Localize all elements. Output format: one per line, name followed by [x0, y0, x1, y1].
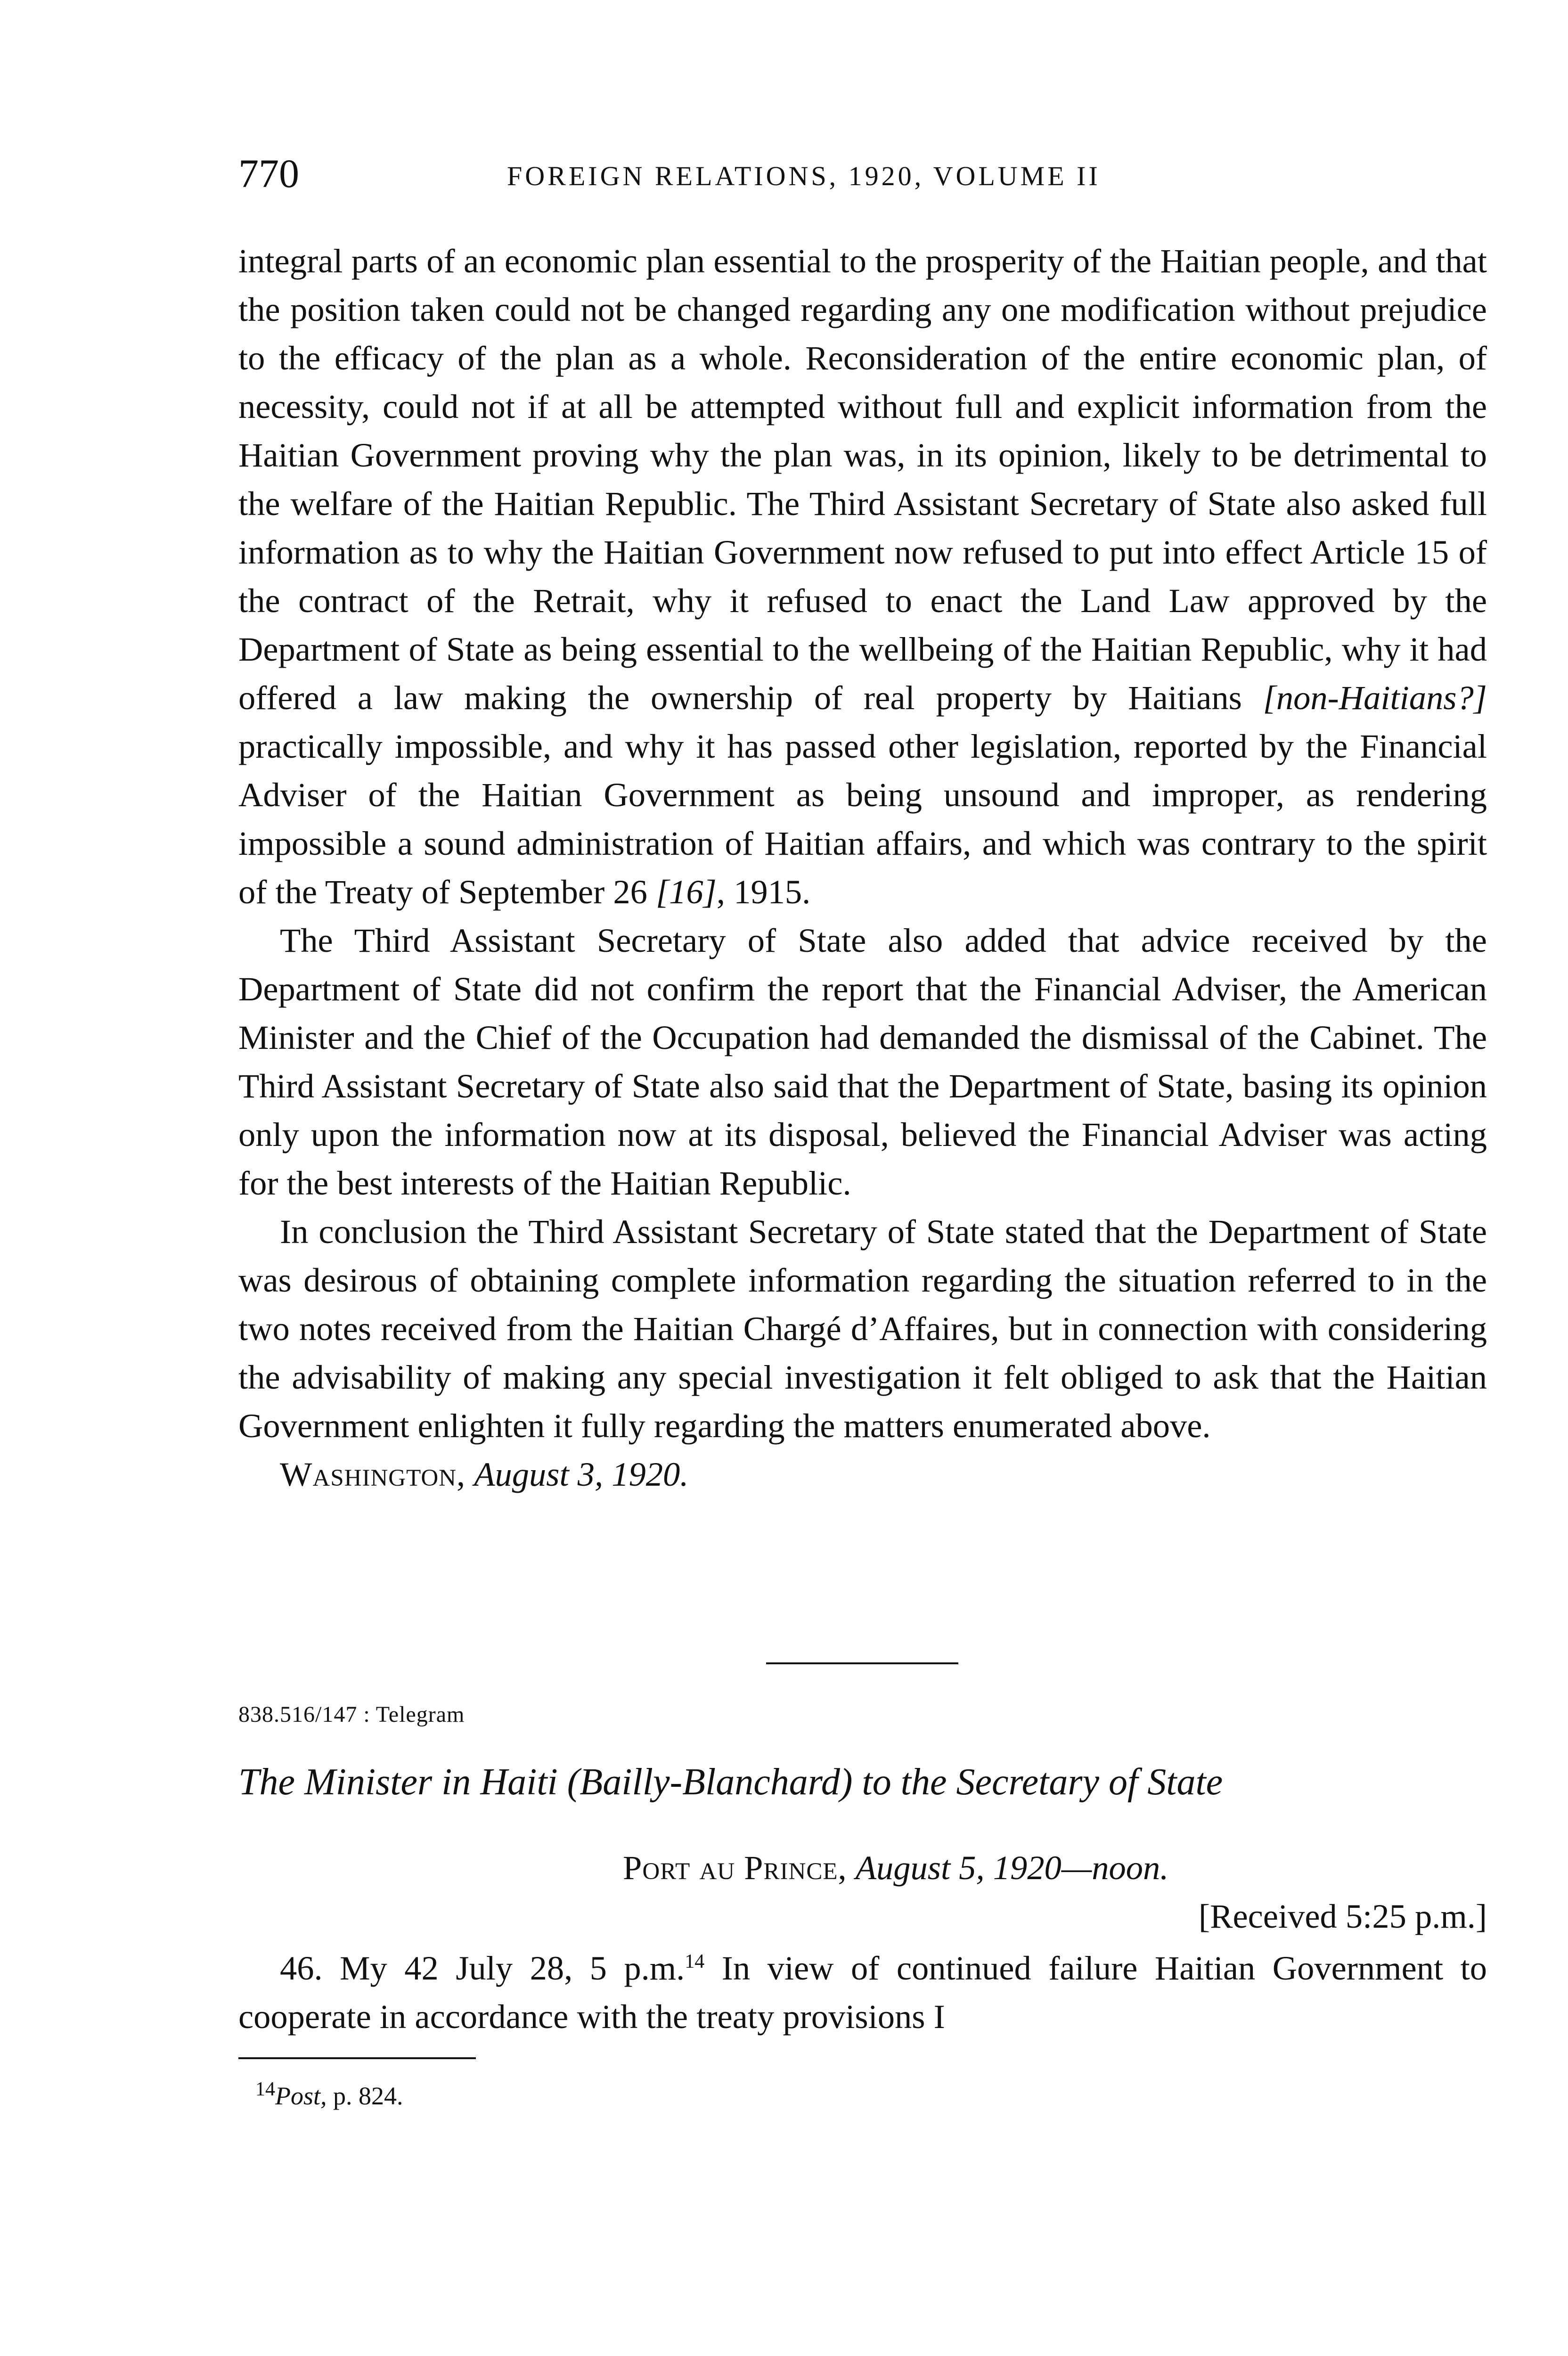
signoff: [238, 1450, 1487, 1498]
signoff-date: August 3, 1920.: [474, 1455, 689, 1493]
document-title: The Minister in Haiti (Bailly-Blanchard) to the Secretary of State: [238, 1761, 1223, 1803]
dateline-date: August 5, 1920—noon.: [855, 1849, 1169, 1887]
paragraph-3: In conclusion the Third Assistant Secretary of State stated that the Department of State was desirous of obtaining complete information regarding the situation referred to in the two notes received from the Haitian Chargé d’Affaires, but in connection with considering the advisability of making any special investigation it felt obliged to ask that the Haitian Government enlighten it fully regarding the matters enumerated above.: [238, 1212, 1487, 1445]
received-note: [Received 5:25 p.m.]: [1198, 1897, 1487, 1935]
paragraph-2: The Third Assistant Secretary of State also added that advice received by the Department of State did not confirm the report that the Financial Adviser, the American Minister and the Chief of the Occupation had demanded the dismissal of the Cabinet. The Third Assistant Secretary of State also said that the Department of State, basing its opinion only upon the information now at its disposal, believed the Financial Adviser was acting for the best interests of the Haitian Republic.: [238, 921, 1487, 1202]
file-reference: 838.516/147 : Telegram: [238, 1702, 465, 1727]
telegram-message: [238, 1944, 1487, 2041]
editorial-date-correction: [16]: [655, 873, 717, 911]
editorial-insertion: [non-Haitians?]: [1263, 679, 1487, 717]
dateline-place: Port au Prince,: [623, 1849, 847, 1887]
section-separator: [766, 1662, 958, 1664]
footnote-rule: [238, 2057, 476, 2059]
running-title: FOREIGN RELATIONS, 1920, VOLUME II: [507, 161, 1101, 191]
dateline: [623, 1843, 1168, 1892]
message-rest: In view of continued failure Haitian Government to cooperate in accordance with the treaty provisions I: [238, 1949, 1487, 2036]
paragraph-1-text-a: integral parts of an economic plan essential to the prosperity of the Haitian people, and that the position taken could not be changed regarding any one modification without prejudice to the efficacy of the plan as a whole. Reconsideration of the entire economic plan, of necessity, could not if at all be attempted without full and explicit information from the Haitian Government proving why the plan was, in its opinion, likely to be detrimental to the welfare of the Haitian Republic. The Third Assistant Secretary of State also asked full information as to why the Haitian Government now refused to put into effect Article 15 of the contract of the Retrait, why it refused to enact the Land Law approved by the Department of State as being essential to the wellbeing of the Haitian Republic, why it had offered a law making the ownership of real property by Haitians: [238, 242, 1487, 717]
footnote: [255, 2078, 403, 2114]
footnote-marker: 14: [255, 2078, 275, 2100]
footnote-page: p. 824.: [333, 2082, 403, 2110]
page-header: [238, 150, 1487, 202]
message-paragraph: [238, 1944, 1487, 2041]
footnote-reference: 14: [685, 1950, 705, 1972]
body-text: [238, 237, 1487, 1498]
message-start: 46. My 42 July 28, 5 p.m.: [280, 1949, 685, 1987]
page-number: 770: [238, 151, 299, 196]
paragraph-1-text-b: practically impossible, and why it has passed other legislation, reported by the Financial Adviser of the Haitian Government as being unsound and improper, as rendering impossible a sound administration of Haitian affairs, and which was contrary to the spirit of the Treaty of September 26: [238, 727, 1487, 911]
paragraph-1-text-c: , 1915.: [716, 873, 811, 911]
paragraph-1: [238, 237, 1487, 916]
footnote-source: Post,: [275, 2082, 327, 2110]
signoff-place: Washington,: [280, 1455, 466, 1493]
